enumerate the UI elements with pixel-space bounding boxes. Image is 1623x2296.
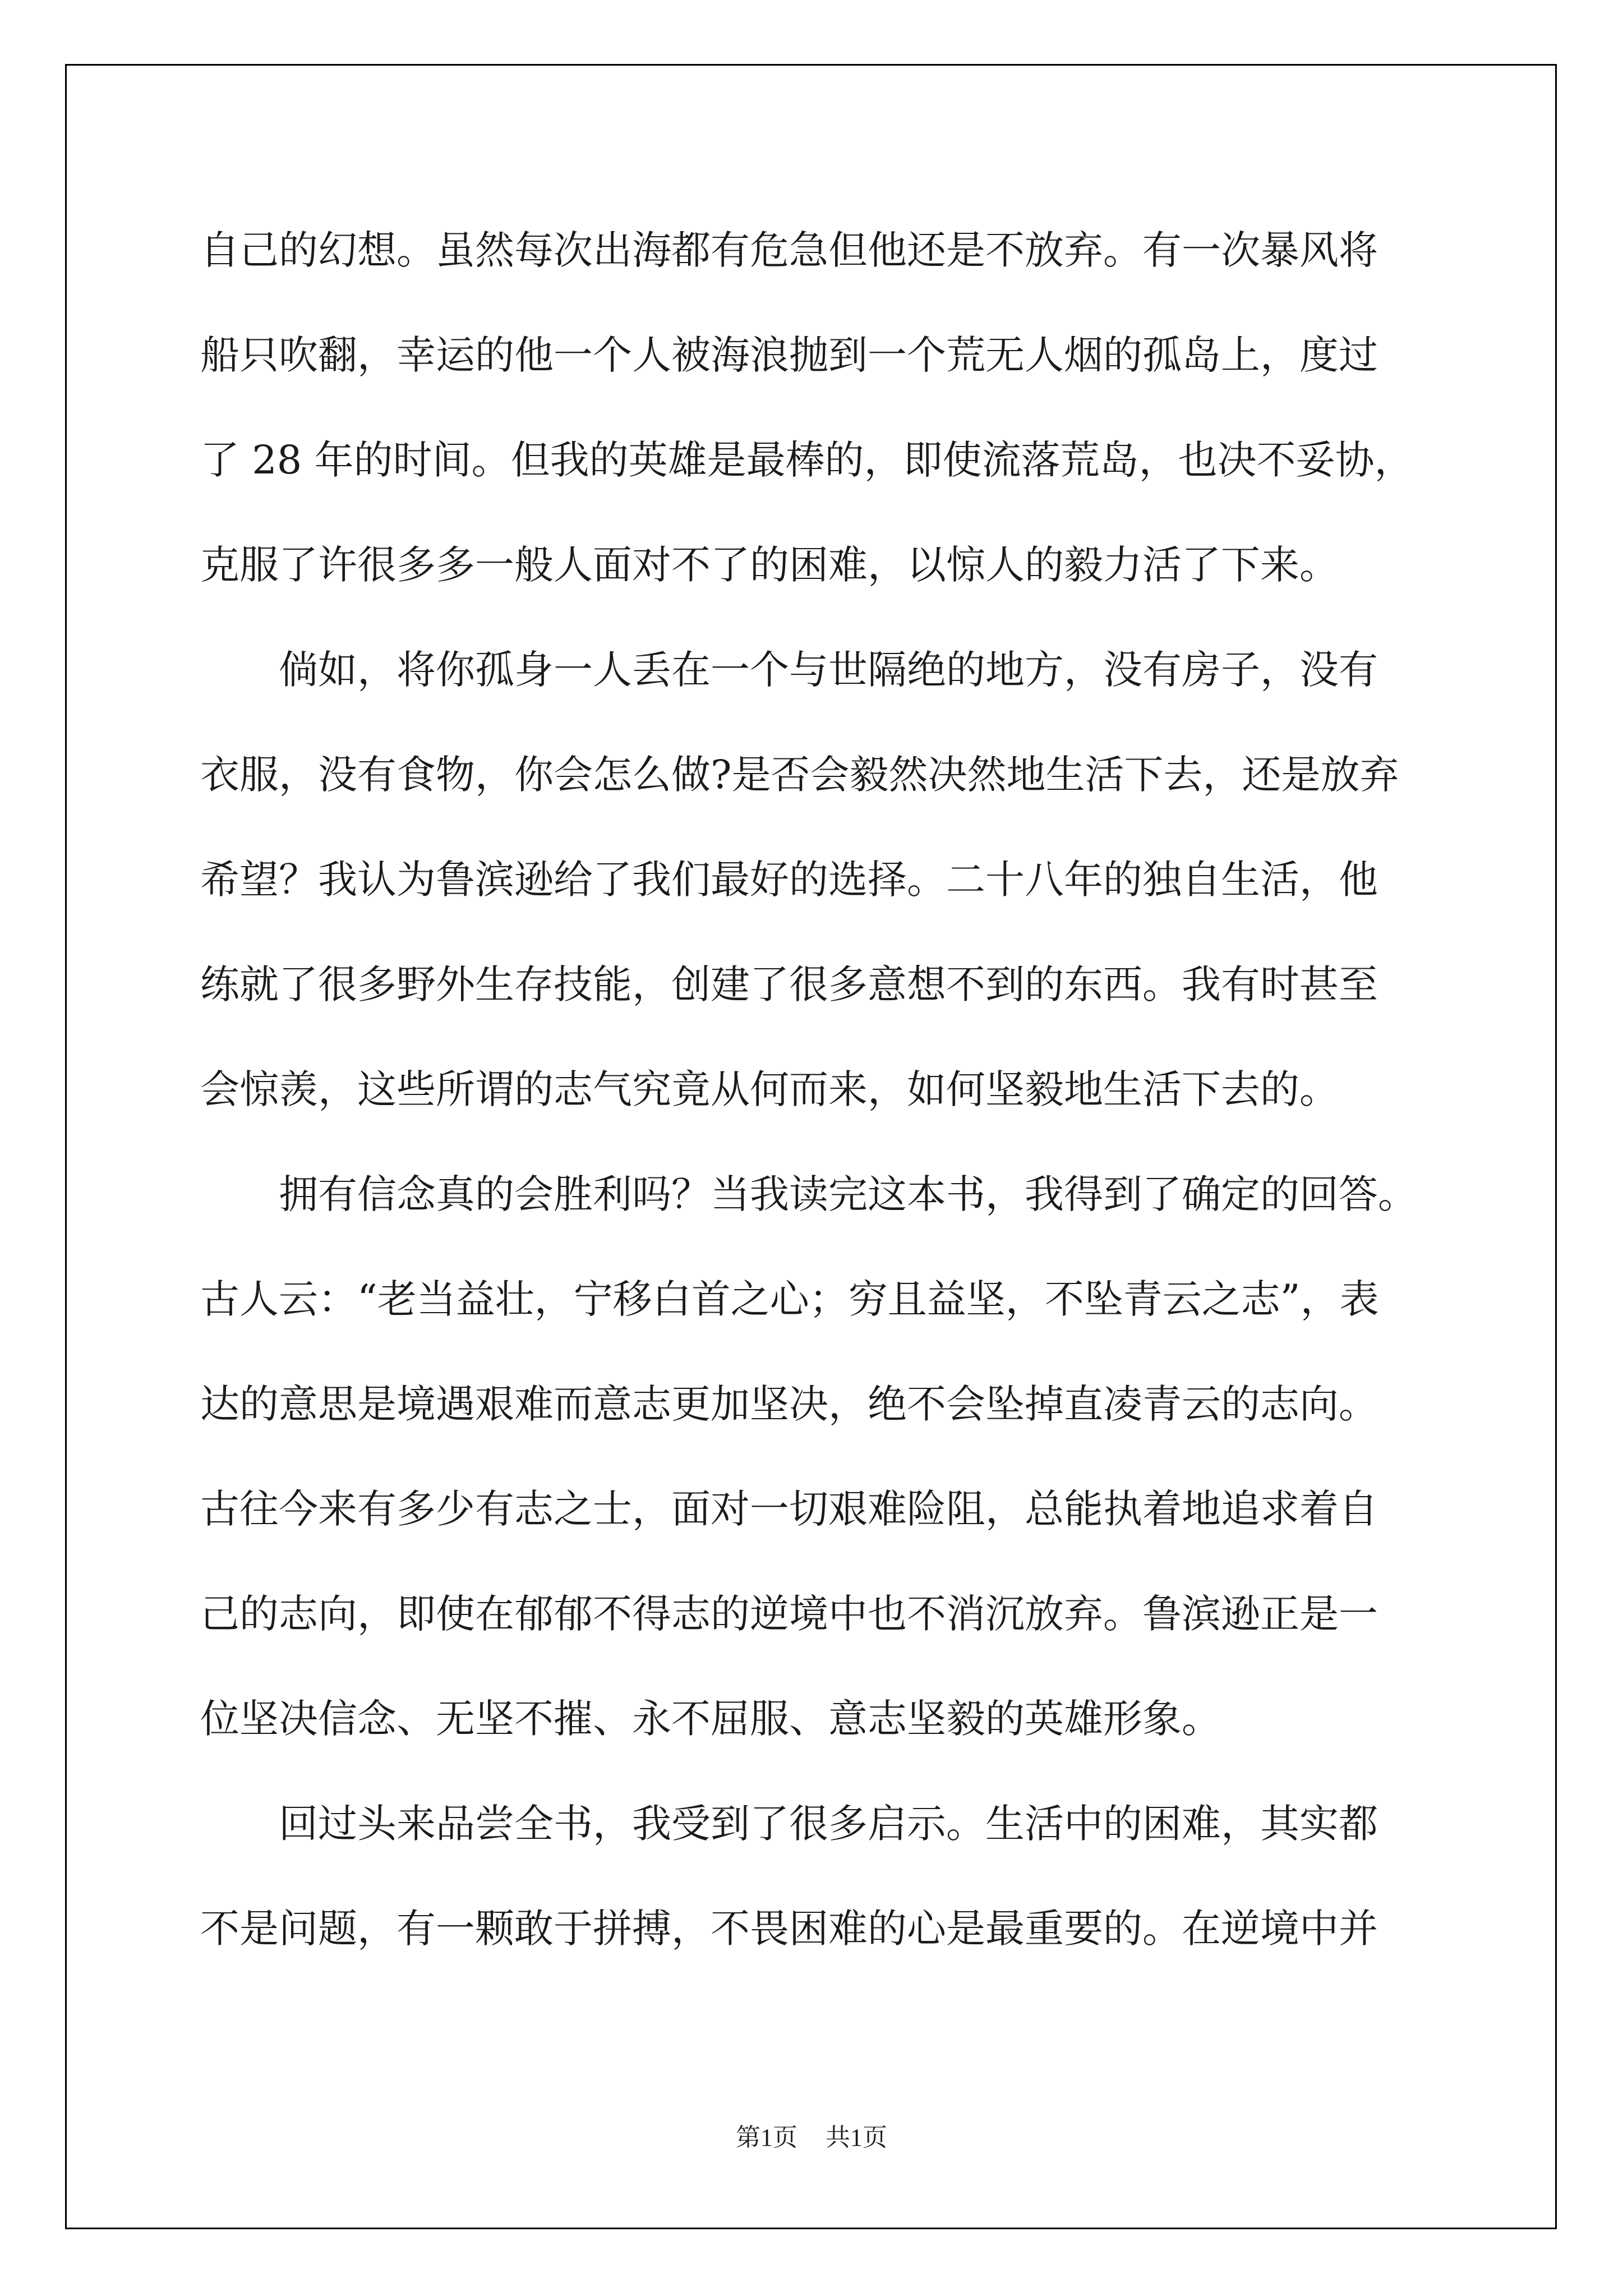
page-footer (0, 2121, 1623, 2155)
text-line: 古人云：“老当益壮，宁移白首之心；穷且益坚，不坠青云之志”，表 (200, 1276, 1379, 1322)
text-line: 了 28 年的时间。但我的英雄是最棒的，即使流落荒岛，也决不妥协， (200, 437, 1414, 483)
text-line: 倘如，将你孤身一人丢在一个与世隔绝的地方，没有房子，没有 (200, 647, 1378, 693)
page-number: 第1页 (736, 2124, 797, 2151)
text-line: 船只吹翻，幸运的他一个人被海浪抛到一个荒无人烟的孤岛上，度过 (200, 332, 1378, 378)
text-line: 克服了许很多多一般人面对不了的困难，以惊人的毅力活了下来。 (200, 542, 1339, 588)
text-line: 会惊羡，这些所谓的志气究竟从何而来，如何坚毅地生活下去的。 (200, 1066, 1339, 1112)
text-line: 己的志向，即使在郁郁不得志的逆境中也不消沉放弃。鲁滨逊正是一 (200, 1591, 1378, 1637)
page-total: 共1页 (826, 2124, 887, 2151)
text-line: 不是问题，有一颗敢于拼搏，不畏困难的心是最重要的。在逆境中并 (200, 1906, 1378, 1952)
text-line: 古往今来有多少有志之士，面对一切艰难险阻，总能执着地追求着自 (200, 1486, 1378, 1532)
text-line: 练就了很多野外生存技能，创建了很多意想不到的东西。我有时甚至 (200, 961, 1378, 1007)
text-line: 自己的幻想。虽然每次出海都有危急但他还是不放弃。有一次暴风将 (200, 227, 1378, 273)
text-line: 回过头来品尝全书，我受到了很多启示。生活中的困难，其实都 (200, 1801, 1378, 1847)
text-line: 衣服，没有食物，你会怎么做?是否会毅然决然地生活下去，还是放弃 (200, 752, 1399, 798)
text-line: 位坚决信念、无坚不摧、永不屈服、意志坚毅的英雄形象。 (200, 1696, 1221, 1742)
text-line: 希望？我认为鲁滨逊给了我们最好的选择。二十八年的独自生活，他 (200, 857, 1378, 903)
text-line: 拥有信念真的会胜利吗？当我读完这本书，我得到了确定的回答。 (200, 1171, 1417, 1217)
text-line: 达的意思是境遇艰难而意志更加坚决，绝不会坠掉直凌青云的志向。 (200, 1381, 1378, 1427)
